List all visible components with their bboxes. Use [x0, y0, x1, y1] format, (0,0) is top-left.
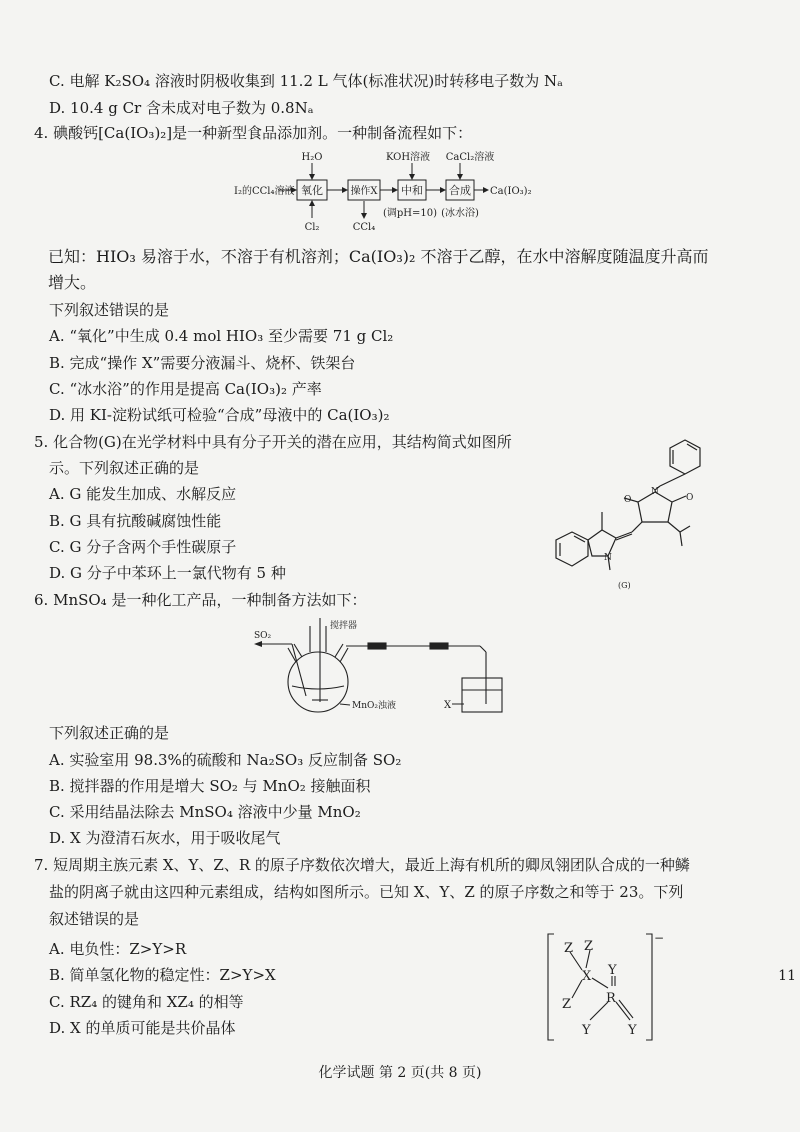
q6-option-a: A. 实验室用 98.3%的硫酸和 Na₂SO₃ 反应制备 SO₂: [49, 751, 402, 769]
indole-benzene-ring: [556, 532, 588, 566]
figure-g-label: (G): [618, 581, 631, 590]
q6-ask: 下列叙述正确的是: [49, 724, 170, 742]
svg-text:O: O: [624, 495, 632, 505]
label-mno2: MnO₂浊液: [352, 701, 396, 711]
svg-text:X: X: [582, 969, 592, 984]
q5-stem-line2: 示。下列叙述正确的是: [49, 459, 200, 477]
svg-text:Y: Y: [628, 1023, 637, 1038]
q7-option-b: B. 简单氢化物的稳定性：Z>Y>X: [49, 966, 276, 984]
q4-known-line2: 增大。: [48, 273, 97, 292]
q7-option-d: D. X 的单质可能是共价晶体: [49, 1019, 236, 1037]
right-bracket: [646, 934, 652, 1040]
q4-option-c: C. “冰水浴”的作用是提高 Ca(IO₃)₂ 产率: [49, 380, 322, 398]
svg-text:中和: 中和: [401, 184, 423, 197]
flow-start: I₂的CCl₄溶液: [234, 186, 295, 197]
benzyl-ring: [670, 440, 700, 474]
svg-text:Z: Z: [584, 939, 594, 954]
svg-text:Y: Y: [582, 1023, 591, 1038]
svg-text:O: O: [686, 493, 694, 503]
q4-option-d: D. 用 KI-淀粉试纸可检验“合成”母液中的 Ca(IO₃)₂: [49, 406, 390, 424]
q5-structure-figure: [540, 430, 740, 590]
svg-text:KOH溶液: KOH溶液: [385, 152, 431, 163]
svg-text:Z: Z: [562, 997, 572, 1012]
q4-flow-diagram: [230, 148, 570, 234]
svg-text:Y: Y: [608, 963, 617, 978]
q7-anion-structure: [540, 928, 680, 1046]
svg-text:(冰水浴): (冰水浴): [441, 208, 479, 219]
label-so2: SO₂: [254, 631, 272, 641]
label-stirrer: 搅拌器: [330, 621, 358, 631]
flow-box1-label: 氧化: [301, 184, 323, 197]
svg-text:N: N: [651, 487, 659, 497]
svg-text:Cl₂: Cl₂: [304, 222, 320, 233]
q7-stem-line3: 叙述错误的是: [49, 910, 140, 928]
svg-text:N: N: [604, 553, 612, 563]
q7-option-a: A. 电负性：Z>Y>R: [49, 940, 187, 958]
label-x: X: [444, 700, 452, 711]
edge-mark: 11: [778, 968, 796, 984]
q6-stem: 6. MnSO₄ 是一种化工产品，一种制备方法如下：: [34, 591, 367, 609]
q6-apparatus-figure: [240, 612, 520, 720]
q3-option-c: C. 电解 K₂SO₄ 溶液时阴极收集到 11.2 L 气体(标准状况)时转移电子数为 Nₐ: [49, 72, 563, 90]
svg-text:CaCl₂溶液: CaCl₂溶液: [445, 152, 495, 163]
svg-text:(调pH=10): (调pH=10): [382, 208, 438, 219]
q4-stem: 4. 碘酸钙[Ca(IO₃)₂]是一种新型食品添加剂。一种制备流程如下：: [34, 124, 473, 142]
q7-stem-line1: 7. 短周期主族元素 X、Y、Z、R 的原子序数依次增大，最近上海有机所的卿凤翎团队合成的一种鳞: [34, 856, 690, 874]
svg-text:Z: Z: [564, 941, 574, 956]
q4-ask: 下列叙述错误的是: [49, 301, 170, 319]
beaker: [462, 678, 502, 712]
q4-option-a: A. “氧化”中生成 0.4 mol HIO₃ 至少需要 71 g Cl₂: [49, 327, 394, 345]
q6-option-b: B. 搅拌器的作用是增大 SO₂ 与 MnO₂ 接触面积: [49, 777, 371, 795]
q4-known-line1: 已知：HIO₃ 易溶于水，不溶于有机溶剂；Ca(IO₃)₂ 不溶于乙醇，在水中溶解度随温度升高而: [48, 247, 709, 266]
svg-text:Ca(IO₃)₂: Ca(IO₃)₂: [490, 186, 532, 197]
left-bracket: [548, 934, 554, 1040]
q7-option-c: C. RZ₄ 的键角和 XZ₄ 的相等: [49, 993, 244, 1011]
q5-option-a: A. G 能发生加成、水解反应: [49, 485, 237, 503]
q3-option-d: D. 10.4 g Cr 含未成对电子数为 0.8Nₐ: [49, 99, 314, 117]
svg-text:H₂O: H₂O: [301, 152, 323, 163]
q5-stem-line1: 5. 化合物(G)在光学材料中具有分子开关的潜在应用，其结构简式如图所: [34, 433, 512, 451]
q5-option-c: C. G 分子含两个手性碳原子: [49, 538, 237, 556]
q6-option-c: C. 采用结晶法除去 MnSO₄ 溶液中少量 MnO₂: [49, 803, 361, 821]
svg-text:操作X: 操作X: [350, 186, 378, 197]
svg-text:R: R: [606, 991, 616, 1006]
svg-text:CCl₄: CCl₄: [352, 222, 376, 233]
q7-stem-line2: 盐的阴离子就由这四种元素组成，结构如图所示。已知 X、Y、Z 的原子序数之和等于 23。下列: [49, 883, 684, 901]
q5-option-b: B. G 具有抗酸碱腐蚀性能: [49, 512, 222, 530]
svg-text:合成: 合成: [449, 184, 471, 197]
page-footer: 化学试题 第 2 页(共 8 页): [318, 1065, 482, 1081]
q5-option-d: D. G 分子中苯环上一氯代物有 5 种: [49, 564, 286, 582]
q6-option-d: D. X 为澄清石灰水，用于吸收尾气: [49, 829, 281, 847]
anion-charge: −: [654, 931, 665, 945]
q4-option-b: B. 完成“操作 X”需要分液漏斗、烧杯、铁架台: [49, 354, 356, 372]
